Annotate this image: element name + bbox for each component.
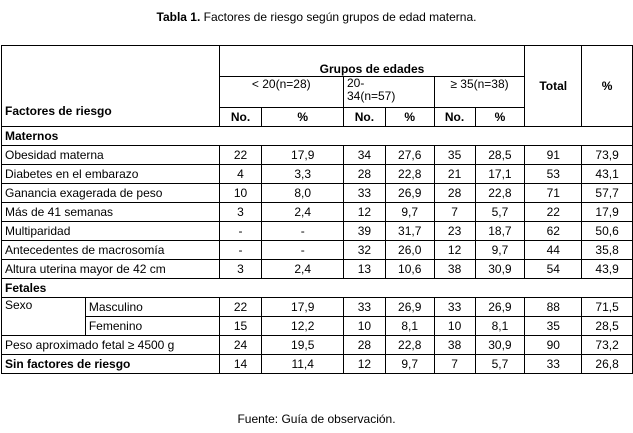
cell: 22: [219, 298, 262, 317]
row-label: Sin factores de riesgo: [2, 355, 220, 374]
cell: 28,5: [475, 146, 525, 165]
cell: 13: [343, 260, 385, 279]
row-label: Ganancia exagerada de peso: [2, 184, 220, 203]
cell: 38: [434, 260, 475, 279]
cell: 28: [434, 184, 475, 203]
cell: 30,9: [475, 260, 525, 279]
header-pct-1: %: [262, 108, 344, 127]
cell: 71,5: [582, 298, 633, 317]
cell: 44: [525, 241, 582, 260]
table-source: Fuente: Guía de observación.: [237, 412, 396, 426]
caption-text: Factores de riesgo según grupos de edad materna.: [200, 10, 477, 24]
caption-label: Tabla 1.: [156, 10, 201, 24]
cell: 12: [343, 355, 385, 374]
cell: 17,9: [582, 203, 633, 222]
cell: 24: [219, 336, 262, 355]
table-row: [2, 184, 633, 203]
row-label: Peso aproximado fetal ≥ 4500 g: [2, 336, 220, 355]
cell: 90: [525, 336, 582, 355]
table-row: [2, 298, 633, 317]
cell: 32: [343, 241, 385, 260]
cell: 17,1: [475, 165, 525, 184]
table-row: [2, 260, 633, 279]
cell: 34: [343, 146, 385, 165]
cell: 30,9: [475, 336, 525, 355]
cell: 22,8: [475, 184, 525, 203]
cell: 9,7: [385, 203, 434, 222]
row-label-sexo: Sexo: [2, 298, 86, 336]
cell: 10: [219, 184, 262, 203]
section-maternos: Maternos: [2, 127, 633, 146]
cell: 12: [434, 241, 475, 260]
cell: 28: [343, 165, 385, 184]
cell: 54: [525, 260, 582, 279]
cell: 10,6: [385, 260, 434, 279]
section-fetales: Fetales: [2, 279, 633, 298]
cell: 7: [434, 355, 475, 374]
cell: 38: [434, 336, 475, 355]
header-pct: %: [582, 46, 633, 127]
table-row: [2, 146, 633, 165]
cell: 31,7: [385, 222, 434, 241]
cell: 91: [525, 146, 582, 165]
table-row: [2, 336, 633, 355]
risk-factors-table: [1, 45, 633, 374]
cell: 28: [343, 336, 385, 355]
cell: 18,7: [475, 222, 525, 241]
cell: 33: [525, 355, 582, 374]
cell: 12: [343, 203, 385, 222]
table-row: [2, 222, 633, 241]
cell: 12,2: [262, 317, 344, 336]
row-label: Diabetes en el embarazo: [2, 165, 220, 184]
cell: 17,9: [262, 298, 344, 317]
cell: 26,9: [385, 298, 434, 317]
cell: 7: [434, 203, 475, 222]
table-row: [2, 317, 633, 336]
header-no-3: No.: [434, 108, 475, 127]
cell: 62: [525, 222, 582, 241]
cell: -: [219, 222, 262, 241]
cell: -: [262, 222, 344, 241]
cell: 71: [525, 184, 582, 203]
header-factores: Factores de riesgo: [2, 46, 220, 127]
cell: 43,9: [582, 260, 633, 279]
cell: 53: [525, 165, 582, 184]
cell: 43,1: [582, 165, 633, 184]
cell: 9,7: [475, 241, 525, 260]
cell: 26,9: [475, 298, 525, 317]
cell: 26,9: [385, 184, 434, 203]
cell: 26,8: [582, 355, 633, 374]
cell: 26,0: [385, 241, 434, 260]
table-row: [2, 241, 633, 260]
row-label: Obesidad materna: [2, 146, 220, 165]
cell: 33: [343, 298, 385, 317]
table-row: [2, 355, 633, 374]
cell: 28,5: [582, 317, 633, 336]
cell: 17,9: [262, 146, 344, 165]
row-label: Multiparidad: [2, 222, 220, 241]
cell: 57,7: [582, 184, 633, 203]
cell: 73,9: [582, 146, 633, 165]
header-group-3: ≥ 35(n=38): [434, 77, 525, 108]
cell: 50,6: [582, 222, 633, 241]
cell: 22: [525, 203, 582, 222]
cell: 8,1: [385, 317, 434, 336]
cell: 5,7: [475, 355, 525, 374]
header-group-2-line2: 34(n=57): [346, 89, 396, 103]
cell: 23: [434, 222, 475, 241]
cell: 11,4: [262, 355, 344, 374]
table-caption: [0, 10, 633, 24]
cell: 73,2: [582, 336, 633, 355]
cell: -: [262, 241, 344, 260]
cell: 8,0: [262, 184, 344, 203]
cell: 35: [434, 146, 475, 165]
cell: 14: [219, 355, 262, 374]
header-no-1: No.: [219, 108, 262, 127]
cell: 5,7: [475, 203, 525, 222]
row-label: Masculino: [85, 298, 219, 317]
row-label: Altura uterina mayor de 42 cm: [2, 260, 220, 279]
cell: 33: [434, 298, 475, 317]
cell: 27,6: [385, 146, 434, 165]
cell: 33: [343, 184, 385, 203]
cell: 2,4: [262, 203, 344, 222]
header-grupos: Grupos de edades: [219, 46, 525, 77]
header-group-2: [343, 77, 434, 108]
cell: 4: [219, 165, 262, 184]
cell: -: [219, 241, 262, 260]
header-group-1: < 20(n=28): [219, 77, 343, 108]
cell: 22,8: [385, 336, 434, 355]
cell: 15: [219, 317, 262, 336]
row-label: Más de 41 semanas: [2, 203, 220, 222]
cell: 22,8: [385, 165, 434, 184]
cell: 8,1: [475, 317, 525, 336]
cell: 22: [219, 146, 262, 165]
header-total: Total: [525, 46, 582, 127]
cell: 21: [434, 165, 475, 184]
cell: 2,4: [262, 260, 344, 279]
cell: 39: [343, 222, 385, 241]
cell: 10: [434, 317, 475, 336]
cell: 3: [219, 203, 262, 222]
cell: 10: [343, 317, 385, 336]
cell: 3,3: [262, 165, 344, 184]
cell: 3: [219, 260, 262, 279]
cell: 35,8: [582, 241, 633, 260]
header-pct-2: %: [385, 108, 434, 127]
header-group-2-line1: 20-: [346, 76, 365, 90]
header-pct-3: %: [475, 108, 525, 127]
cell: 9,7: [385, 355, 434, 374]
row-label: Femenino: [85, 317, 219, 336]
table-row: [2, 203, 633, 222]
cell: 35: [525, 317, 582, 336]
cell: 88: [525, 298, 582, 317]
cell: 19,5: [262, 336, 344, 355]
table-row: [2, 165, 633, 184]
header-no-2: No.: [343, 108, 385, 127]
row-label: Antecedentes de macrosomía: [2, 241, 220, 260]
